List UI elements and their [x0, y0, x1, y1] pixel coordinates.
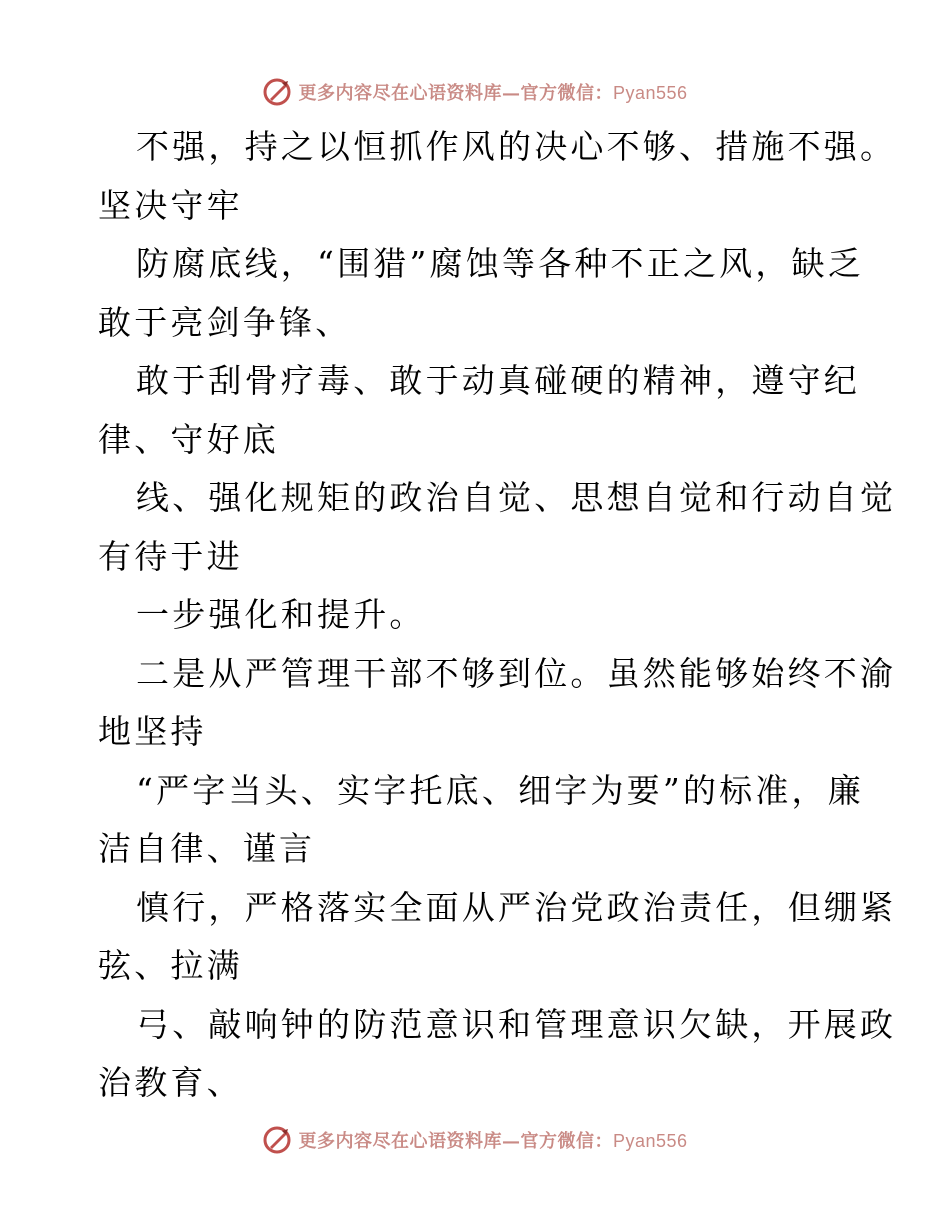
text-line: 治教育、 [98, 1063, 243, 1102]
text-line: 不强，持之以恒抓作风的决心不够、措施不强。 [136, 127, 897, 166]
text-line: 弓、敲响钟的防范意识和管理意识欠缺，开展政 [136, 1004, 897, 1044]
text-line: 慎行，严格落实全面从严治党政治责任，但绷紧 [136, 887, 897, 927]
wechat-id: Pyan556 [612, 1131, 688, 1151]
text-line: 线、强化规矩的政治自觉、思想自觉和行动自觉 [136, 478, 897, 517]
header-watermark [0, 72, 950, 112]
text-line: 敢于刮骨疗毒、敢于动真碰硬的精神，遵守纪 [136, 361, 860, 400]
document-body [98, 118, 897, 1113]
text-line: 有待于进 [98, 536, 243, 576]
text-line: 一步强化和提升。 [136, 595, 426, 634]
text-line: 二是从严管理干部不够到位。虽然能够始终不渝 [136, 653, 897, 693]
text-line: 地坚持 [98, 712, 207, 751]
watermark-text: 更多内容尽在心语资料库—官方微信：Pyan556 [298, 83, 688, 104]
text-line: 敢于亮剑争锋、 [98, 302, 352, 342]
text-line: 弦、拉满 [98, 946, 243, 985]
watermark-text: 更多内容尽在心语资料库—官方微信：Pyan556 [298, 1131, 688, 1152]
text-line: 坚决守牢 [98, 185, 243, 225]
footer-watermark [0, 1120, 950, 1160]
text-line: 律、守好底 [98, 419, 279, 459]
text-line: 洁自律、谨言 [98, 829, 316, 868]
quill-logo-icon [262, 1125, 292, 1155]
text-line: 防腐底线，“围猎”腐蚀等各种不正之风，缺乏 [136, 244, 864, 283]
text-line: “严字当头、实字托底、细字为要”的标准，廉 [136, 770, 864, 810]
quill-logo-icon [262, 77, 292, 107]
wechat-id: Pyan556 [612, 83, 688, 103]
